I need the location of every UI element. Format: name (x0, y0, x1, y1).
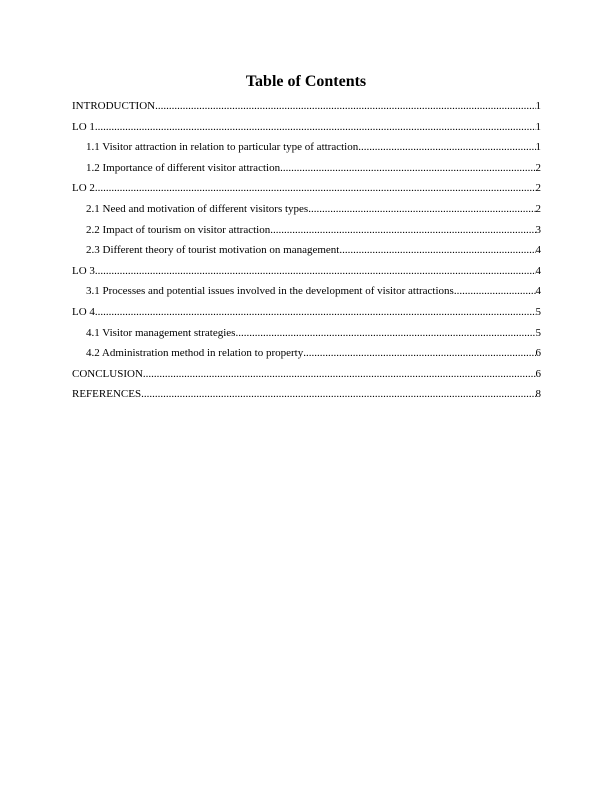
toc-entry[interactable] (72, 261, 541, 282)
toc-entry[interactable] (72, 384, 541, 405)
toc-entry-label: 3.1 Processes and potential issues involved in the development of visitor attractions (86, 285, 454, 298)
toc-entry-label: 1.1 Visitor attraction in relation to particular type of attraction (86, 141, 359, 154)
toc-entry-page-number: 6 (535, 347, 541, 360)
toc-entry[interactable] (72, 343, 541, 364)
toc-dot-leader (280, 158, 535, 179)
toc-entry-page-number: 5 (535, 326, 541, 339)
toc-entry-page-number: 1 (535, 100, 541, 112)
toc-entry-page-number: 1 (535, 141, 541, 154)
toc-dot-leader (95, 178, 536, 199)
toc-entry-label: LO 4 (72, 305, 95, 318)
toc-dot-leader (308, 199, 535, 220)
toc-entry-label: INTRODUCTION (72, 100, 156, 112)
toc-dot-leader (270, 220, 535, 241)
toc-entry[interactable] (72, 302, 541, 323)
toc-entry-page-number: 2 (535, 202, 541, 215)
toc-entry[interactable] (72, 96, 541, 117)
toc-entry-page-number: 3 (535, 223, 541, 236)
toc-dot-leader (143, 364, 536, 385)
toc-entry-label: 2.1 Need and motivation of different visitors types (86, 202, 309, 215)
toc-dot-leader (95, 117, 536, 138)
toc-entry[interactable] (72, 220, 541, 241)
toc-dot-leader (95, 302, 536, 323)
toc-entry-label: 2.2 Impact of tourism on visitor attraction (86, 223, 271, 236)
toc-entry-label: 4.2 Administration method in relation to property (86, 347, 304, 360)
toc-dot-leader (358, 137, 535, 158)
toc-entry-page-number: 2 (535, 182, 541, 195)
toc-dot-leader (339, 240, 535, 261)
toc-entry-page-number: 8 (535, 388, 541, 401)
toc-entry-label: LO 1 (72, 120, 95, 133)
toc-entry[interactable] (72, 117, 541, 138)
toc-entry[interactable] (72, 137, 541, 158)
toc-entry-page-number: 5 (535, 305, 541, 318)
toc-entry-page-number: 4 (535, 264, 541, 277)
toc-entry-page-number: 4 (535, 244, 541, 257)
toc-entry-label: LO 3 (72, 264, 95, 277)
toc-entry[interactable] (72, 281, 541, 302)
toc-entry[interactable] (72, 158, 541, 179)
toc-entry-label: CONCLUSION (72, 367, 143, 380)
toc-entry-label: 1.2 Importance of different visitor attraction (86, 161, 281, 174)
toc-entry[interactable] (72, 178, 541, 199)
toc-entry-label: LO 2 (72, 182, 95, 195)
toc-dot-leader (141, 384, 535, 405)
toc-entry[interactable] (72, 199, 541, 220)
toc-dot-leader (235, 323, 535, 344)
toc-entry-label: 4.1 Visitor management strategies (86, 326, 236, 339)
toc-entry-page-number: 2 (535, 161, 541, 174)
toc-dot-leader (95, 261, 536, 282)
toc-entry[interactable] (72, 323, 541, 344)
toc-dot-leader (303, 343, 535, 364)
toc-title: Table of Contents (245, 73, 367, 90)
toc-dot-leader (454, 281, 536, 302)
toc-entry-label: REFERENCES (72, 388, 142, 401)
toc-entry[interactable] (72, 364, 541, 385)
toc-entry[interactable] (72, 240, 541, 261)
toc-list (72, 96, 541, 405)
toc-dot-leader (155, 96, 535, 117)
toc-entry-label: 2.3 Different theory of tourist motivation on management (86, 244, 340, 257)
toc-entry-page-number: 6 (535, 367, 541, 380)
toc-entry-page-number: 1 (535, 120, 541, 133)
toc-entry-page-number: 4 (535, 285, 541, 298)
